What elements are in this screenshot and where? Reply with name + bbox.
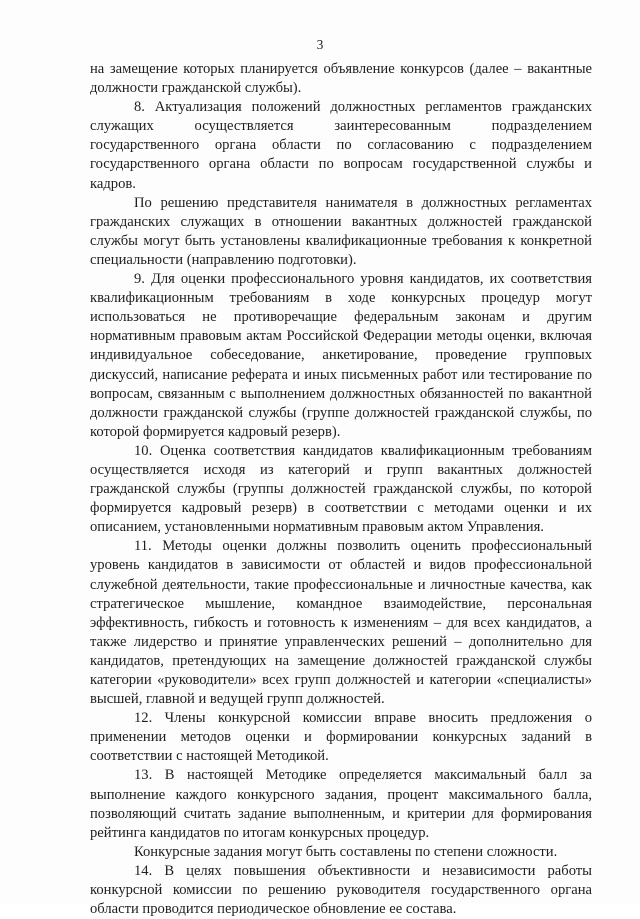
paragraph-9: 9. Для оценки профессионального уровня кандидатов, их соответствия квалификационным требованиям в ходе конкурсных процедур могут использоваться не противоречащие федеральным законам и другим нормативным правовым актам Российской Федерации методы оценки, включая индивидуальное собеседование, анкетирование, проведение групповых дискуссий, написание реферата и иных письменных работ или тестирование по вопросам, связанным с выполнением должностных обязанностей по вакантной должности гражданской службы (группе должностей гражданской службы, по которой формируется кадровый резерв).: [90, 271, 592, 440]
paragraph-14: 14. В целях повышения объективности и независимости работы конкурсной комиссии по решению руководителя государственного органа области проводится периодическое обновление ее состава.: [90, 862, 592, 918]
document-body: [90, 60, 592, 919]
paragraph-12: 12. Члены конкурсной комиссии вправе вносить предложения о применении методов оценки и формировании конкурсных заданий в соответствии с настоящей Методикой.: [90, 710, 592, 765]
paragraph-11: 11. Методы оценки должны позволить оценить профессиональный уровень кандидатов в зависимости от областей и видов профессиональной служебной деятельности, такие профессиональные и личностные качества, как стратегическое мышление, командное взаимодействие, персональная эффективность, гибкость и готовность к изменениям – для всех кандидатов, а также лидерство и принятие управленческих решений – дополнительно для кандидатов, претендующих на замещение должностей гражданской службы категории «руководители» всех групп должностей и категории «специалисты» высшей, главной и ведущей групп должностей.: [90, 538, 592, 708]
paragraph-8: 8. Актуализация положений должностных регламентов гражданских служащих осуществляется заинтересованным подразделением государственного органа области по согласованию с подразделением государственного органа области по вопросам государственной службы и кадров.: [90, 99, 592, 192]
paragraph-13-note: Конкурсные задания могут быть составлены по степени сложности.: [134, 843, 558, 860]
paragraph-continuation: на замещение которых планируется объявление конкурсов (далее – вакантные должности гражданской службы).: [90, 61, 592, 97]
page-number: 3: [316, 37, 324, 52]
paragraph-8-note: По решению представителя нанимателя в должностных регламентах гражданских служащих в отношении вакантных должностей гражданской службы могут быть установлены квалификационные требования к конкретной специальности (направлению подготовки).: [90, 194, 592, 268]
paragraph-13: 13. В настоящей Методике определяется максимальный балл за выполнение каждого конкурсного задания, процент максимального балла, позволяющий считать задание выполненным, и критерии для формирования рейтинга кандидатов по итогам конкурсных процедур.: [90, 767, 592, 841]
paragraph-10: 10. Оценка соответствия кандидатов квалификационным требованиям осуществляется исходя из категорий и групп вакантных должностей гражданской службы (группы должностей гражданской службы, по которой формируется кадровый резерв) в соответствии с методами оценки и их описанием, установленными нормативным правовым актом Управления.: [90, 442, 592, 536]
